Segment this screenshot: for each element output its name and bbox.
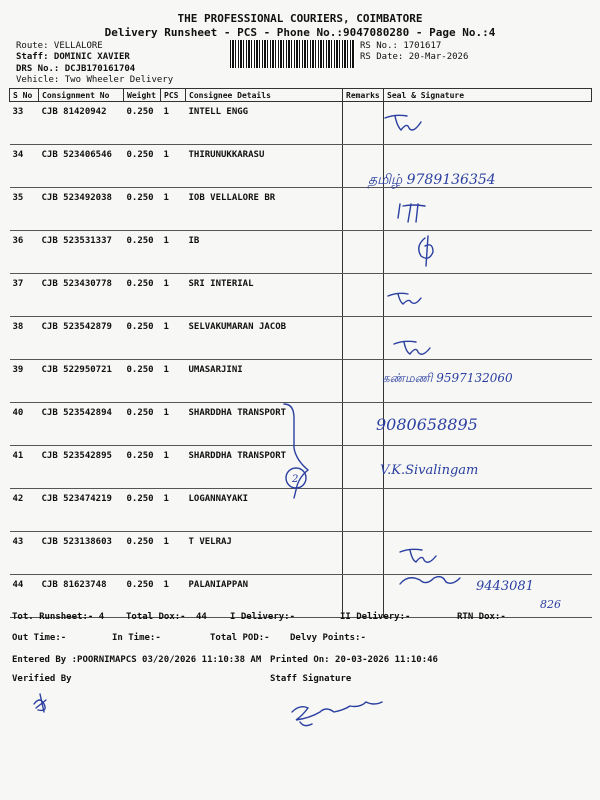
- cell-pcs: 1: [161, 188, 186, 231]
- cell-weight: 0.250: [124, 489, 161, 532]
- cell-consignee: INTELL ENGG: [186, 102, 343, 145]
- cell-consignee: SHARDDHA TRANSPORT: [186, 403, 343, 446]
- cell-consignee: UMASARJINI: [186, 360, 343, 403]
- handwritten-34: தமிழ் 9789136354: [368, 172, 496, 188]
- runsheet-subtitle: Delivery Runsheet - PCS - Phone No.:9047080280 - Page No.:4: [104, 26, 496, 39]
- cell-consignment-no: CJB 523531337: [39, 231, 124, 274]
- cell-consignment-no: CJB 523542894: [39, 403, 124, 446]
- signature-37: [388, 293, 421, 304]
- cell-weight: 0.250: [124, 532, 161, 575]
- cell-consignment-no: CJB 523542895: [39, 446, 124, 489]
- cell-consignment-no: CJB 81420942: [39, 102, 124, 145]
- staff-signature-label: Staff Signature: [270, 674, 352, 684]
- rs-date: RS Date: 20-Mar-2026: [360, 52, 469, 62]
- cell-pcs: 1: [161, 575, 186, 618]
- ii-delivery: II Delivery:-: [340, 612, 411, 622]
- entered-by: Entered By :POORNIMAPCS 03/20/2026 11:10:38 AM: [12, 655, 262, 665]
- cell-weight: 0.250: [124, 145, 161, 188]
- cell-pcs: 1: [161, 317, 186, 360]
- handwritten-44b: 826: [540, 598, 561, 611]
- total-pod: Total POD:-: [210, 633, 270, 643]
- cell-consignee: SELVAKUMARAN JACOB: [186, 317, 343, 360]
- cell-sno: 36: [10, 231, 39, 274]
- verified-initials: [34, 694, 46, 712]
- cell-consignment-no: CJB 523492038: [39, 188, 124, 231]
- cell-consignee: THIRUNUKKARASU: [186, 145, 343, 188]
- handwritten-39: கண்மணி 9597132060: [382, 371, 513, 385]
- handwritten-44a: 9443081: [476, 579, 534, 594]
- col-signature: Seal & Signature: [384, 89, 592, 102]
- cell-sno: 39: [10, 360, 39, 403]
- route-label: Route: VELLALORE: [16, 41, 103, 51]
- cell-consignee: LOGANNAYAKI: [186, 489, 343, 532]
- cell-pcs: 1: [161, 446, 186, 489]
- total-dox-label: Total Dox:-: [126, 612, 186, 622]
- staff-label: Staff: DOMINIC XAVIER: [16, 52, 130, 62]
- drs-number: DRS No.: DCJB170161704: [16, 64, 136, 74]
- vehicle-label: Vehicle: Two Wheeler Delivery: [16, 75, 174, 85]
- circle-mark-text: 2: [292, 474, 299, 485]
- cell-pcs: 1: [161, 102, 186, 145]
- cell-sno: 34: [10, 145, 39, 188]
- cell-pcs: 1: [161, 145, 186, 188]
- cell-sno: 41: [10, 446, 39, 489]
- handwritten-41: V.K.Sivalingam: [380, 463, 479, 478]
- i-delivery: I Delivery:-: [230, 612, 296, 622]
- cell-consignment-no: CJB 81623748: [39, 575, 124, 618]
- cell-consignee: IOB VELLALORE BR: [186, 188, 343, 231]
- cell-pcs: 1: [161, 489, 186, 532]
- col-sno: S No: [10, 89, 39, 102]
- col-weight: Weight: [124, 89, 161, 102]
- signature-33: [385, 115, 421, 130]
- cell-sno: 42: [10, 489, 39, 532]
- printed-on: Printed On: 20-03-2026 11:10:46: [270, 655, 438, 665]
- rtn-dox: RTN Dox:-: [457, 612, 506, 622]
- cell-weight: 0.250: [124, 360, 161, 403]
- cell-pcs: 1: [161, 532, 186, 575]
- staff-signature: [292, 702, 382, 726]
- col-consignment: Consignment No: [39, 89, 124, 102]
- cell-weight: 0.250: [124, 575, 161, 618]
- in-time: In Time:-: [112, 633, 161, 643]
- col-pcs: PCS: [161, 89, 186, 102]
- rs-number: RS No.: 1701617: [360, 41, 442, 51]
- cell-weight: 0.250: [124, 231, 161, 274]
- col-remarks: Remarks: [343, 89, 384, 102]
- cell-sno: 37: [10, 274, 39, 317]
- cell-sno: 38: [10, 317, 39, 360]
- cell-sno: 44: [10, 575, 39, 618]
- cell-pcs: 1: [161, 231, 186, 274]
- out-time: Out Time:-: [12, 633, 67, 643]
- cell-pcs: 1: [161, 360, 186, 403]
- cell-weight: 0.250: [124, 188, 161, 231]
- col-consignee: Consignee Details: [186, 89, 343, 102]
- handwritten-40: 9080658895: [376, 415, 478, 434]
- cell-weight: 0.250: [124, 446, 161, 489]
- cell-weight: 0.250: [124, 403, 161, 446]
- signature-35: [398, 204, 425, 222]
- cell-weight: 0.250: [124, 102, 161, 145]
- cell-sno: 40: [10, 403, 39, 446]
- delvy-points: Delvy Points:-: [290, 633, 366, 643]
- cell-consignment-no: CJB 523138603: [39, 532, 124, 575]
- cell-weight: 0.250: [124, 274, 161, 317]
- cell-consignee: T VELRAJ: [186, 532, 343, 575]
- cell-consignee: PALANIAPPAN: [186, 575, 343, 618]
- cell-consignment-no: CJB 523406546: [39, 145, 124, 188]
- cell-consignee: IB: [186, 231, 343, 274]
- tot-runsheet: Tot. Runsheet:- 4: [12, 612, 105, 622]
- signature-36: [419, 236, 433, 266]
- cell-pcs: 1: [161, 274, 186, 317]
- company-title: THE PROFESSIONAL COURIERS, COIMBATORE: [177, 12, 423, 25]
- cell-consignment-no: CJB 523542879: [39, 317, 124, 360]
- cell-weight: 0.250: [124, 317, 161, 360]
- cell-consignment-no: CJB 523474219: [39, 489, 124, 532]
- cell-consignment-no: CJB 522950721: [39, 360, 124, 403]
- signature-38: [394, 341, 430, 354]
- cell-pcs: 1: [161, 403, 186, 446]
- cell-sno: 33: [10, 102, 39, 145]
- total-dox-value: 44: [196, 612, 207, 622]
- signature-44: [400, 577, 460, 584]
- signature-43: [400, 549, 436, 562]
- cell-consignment-no: CJB 523430778: [39, 274, 124, 317]
- verified-by: Verified By: [12, 674, 72, 684]
- cell-consignee: SRI INTERIAL: [186, 274, 343, 317]
- cell-sno: 43: [10, 532, 39, 575]
- cell-sno: 35: [10, 188, 39, 231]
- cell-consignee: SHARDDHA TRANSPORT: [186, 446, 343, 489]
